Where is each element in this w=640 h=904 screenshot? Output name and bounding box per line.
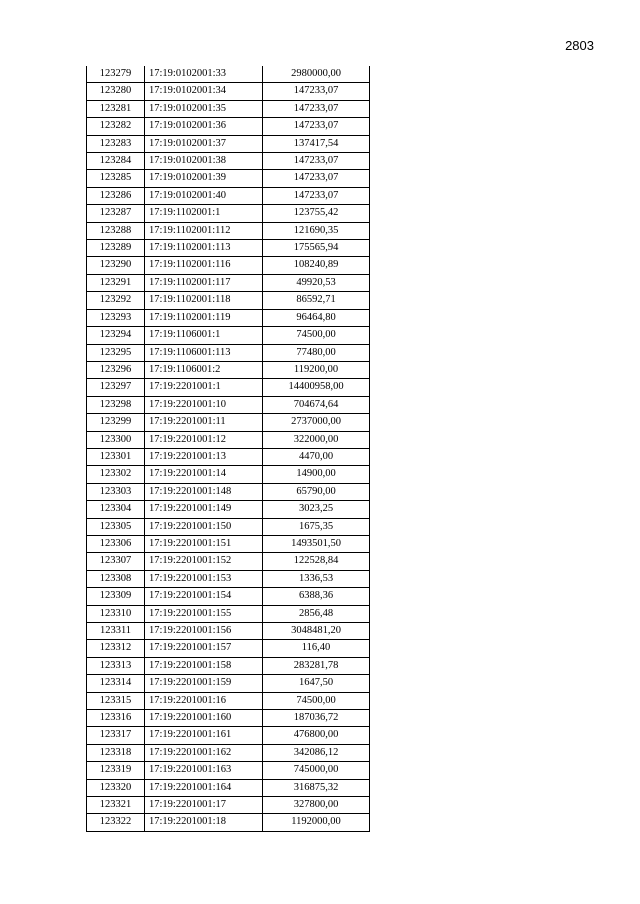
cadastral-number-cell: 17:19:2201001:18 <box>145 814 263 831</box>
page-number: 2803 <box>565 38 594 53</box>
table-row <box>87 170 370 187</box>
cadastral-number-cell: 17:19:2201001:13 <box>145 448 263 465</box>
row-number-cell: 123321 <box>87 797 145 814</box>
value-cell: 147233,07 <box>263 187 370 204</box>
table-row <box>87 657 370 674</box>
value-cell: 3023,25 <box>263 501 370 518</box>
cadastral-number-cell: 17:19:1102001:117 <box>145 274 263 291</box>
row-number-cell: 123289 <box>87 240 145 257</box>
table-row <box>87 361 370 378</box>
row-number-cell: 123295 <box>87 344 145 361</box>
row-number-cell: 123294 <box>87 327 145 344</box>
row-number-cell: 123280 <box>87 83 145 100</box>
value-cell: 327800,00 <box>263 797 370 814</box>
table-row <box>87 240 370 257</box>
cadastral-number-cell: 17:19:0102001:35 <box>145 100 263 117</box>
cadastral-number-cell: 17:19:2201001:161 <box>145 727 263 744</box>
cadastral-number-cell: 17:19:2201001:154 <box>145 588 263 605</box>
cadastral-number-cell: 17:19:1102001:118 <box>145 292 263 309</box>
value-cell: 123755,42 <box>263 205 370 222</box>
row-number-cell: 123284 <box>87 153 145 170</box>
row-number-cell: 123292 <box>87 292 145 309</box>
cadastral-number-cell: 17:19:2201001:164 <box>145 779 263 796</box>
row-number-cell: 123314 <box>87 675 145 692</box>
row-number-cell: 123300 <box>87 431 145 448</box>
cadastral-number-cell: 17:19:1106001:2 <box>145 361 263 378</box>
value-cell: 2980000,00 <box>263 66 370 83</box>
row-number-cell: 123286 <box>87 187 145 204</box>
row-number-cell: 123313 <box>87 657 145 674</box>
cadastral-number-cell: 17:19:2201001:150 <box>145 518 263 535</box>
table-row <box>87 431 370 448</box>
value-cell: 74500,00 <box>263 327 370 344</box>
table-row <box>87 710 370 727</box>
value-cell: 3048481,20 <box>263 623 370 640</box>
cadastral-number-cell: 17:19:1102001:116 <box>145 257 263 274</box>
cadastral-number-cell: 17:19:0102001:36 <box>145 118 263 135</box>
cadastral-number-cell: 17:19:1106001:1 <box>145 327 263 344</box>
row-number-cell: 123307 <box>87 553 145 570</box>
table-row <box>87 205 370 222</box>
value-cell: 6388,36 <box>263 588 370 605</box>
value-cell: 476800,00 <box>263 727 370 744</box>
table-row <box>87 762 370 779</box>
cadastral-number-cell: 17:19:0102001:40 <box>145 187 263 204</box>
table-row <box>87 396 370 413</box>
value-cell: 14400958,00 <box>263 379 370 396</box>
row-number-cell: 123298 <box>87 396 145 413</box>
row-number-cell: 123322 <box>87 814 145 831</box>
value-cell: 147233,07 <box>263 170 370 187</box>
cadastral-number-cell: 17:19:2201001:12 <box>145 431 263 448</box>
table-row <box>87 414 370 431</box>
row-number-cell: 123279 <box>87 66 145 83</box>
cadastral-number-cell: 17:19:2201001:162 <box>145 744 263 761</box>
table-row <box>87 744 370 761</box>
table-row <box>87 257 370 274</box>
table-row <box>87 379 370 396</box>
row-number-cell: 123293 <box>87 309 145 326</box>
cadastral-number-cell: 17:19:2201001:11 <box>145 414 263 431</box>
cadastral-number-cell: 17:19:2201001:148 <box>145 483 263 500</box>
table-row <box>87 588 370 605</box>
value-cell: 745000,00 <box>263 762 370 779</box>
value-cell: 14900,00 <box>263 466 370 483</box>
value-cell: 137417,54 <box>263 135 370 152</box>
value-cell: 1675,35 <box>263 518 370 535</box>
row-number-cell: 123285 <box>87 170 145 187</box>
cadastral-number-cell: 17:19:0102001:39 <box>145 170 263 187</box>
cadastral-number-cell: 17:19:2201001:1 <box>145 379 263 396</box>
table-row <box>87 187 370 204</box>
table-row <box>87 518 370 535</box>
table-row <box>87 553 370 570</box>
registry-table <box>86 66 370 832</box>
table-row <box>87 501 370 518</box>
value-cell: 74500,00 <box>263 692 370 709</box>
value-cell: 65790,00 <box>263 483 370 500</box>
value-cell: 96464,80 <box>263 309 370 326</box>
cadastral-number-cell: 17:19:2201001:16 <box>145 692 263 709</box>
table-row <box>87 83 370 100</box>
cadastral-number-cell: 17:19:1102001:1 <box>145 205 263 222</box>
value-cell: 1336,53 <box>263 570 370 587</box>
value-cell: 704674,64 <box>263 396 370 413</box>
table-row <box>87 135 370 152</box>
cadastral-number-cell: 17:19:0102001:33 <box>145 66 263 83</box>
row-number-cell: 123309 <box>87 588 145 605</box>
value-cell: 322000,00 <box>263 431 370 448</box>
value-cell: 147233,07 <box>263 100 370 117</box>
value-cell: 1647,50 <box>263 675 370 692</box>
cadastral-number-cell: 17:19:2201001:14 <box>145 466 263 483</box>
cadastral-number-cell: 17:19:2201001:155 <box>145 605 263 622</box>
value-cell: 119200,00 <box>263 361 370 378</box>
value-cell: 147233,07 <box>263 83 370 100</box>
row-number-cell: 123319 <box>87 762 145 779</box>
row-number-cell: 123283 <box>87 135 145 152</box>
table-row <box>87 535 370 552</box>
row-number-cell: 123306 <box>87 535 145 552</box>
table-row <box>87 623 370 640</box>
table-row <box>87 727 370 744</box>
row-number-cell: 123320 <box>87 779 145 796</box>
cadastral-number-cell: 17:19:1102001:112 <box>145 222 263 239</box>
row-number-cell: 123302 <box>87 466 145 483</box>
cadastral-number-cell: 17:19:1102001:119 <box>145 309 263 326</box>
cadastral-number-cell: 17:19:2201001:157 <box>145 640 263 657</box>
cadastral-number-cell: 17:19:0102001:38 <box>145 153 263 170</box>
row-number-cell: 123299 <box>87 414 145 431</box>
cadastral-number-cell: 17:19:2201001:153 <box>145 570 263 587</box>
cadastral-number-cell: 17:19:1106001:113 <box>145 344 263 361</box>
value-cell: 86592,71 <box>263 292 370 309</box>
value-cell: 116,40 <box>263 640 370 657</box>
cadastral-number-cell: 17:19:2201001:159 <box>145 675 263 692</box>
cadastral-number-cell: 17:19:2201001:160 <box>145 710 263 727</box>
table-row <box>87 222 370 239</box>
cadastral-number-cell: 17:19:2201001:152 <box>145 553 263 570</box>
value-cell: 121690,35 <box>263 222 370 239</box>
cadastral-number-cell: 17:19:2201001:151 <box>145 535 263 552</box>
table-row <box>87 779 370 796</box>
value-cell: 122528,84 <box>263 553 370 570</box>
table-row <box>87 797 370 814</box>
value-cell: 2856,48 <box>263 605 370 622</box>
table-row <box>87 466 370 483</box>
table-row <box>87 309 370 326</box>
value-cell: 2737000,00 <box>263 414 370 431</box>
value-cell: 4470,00 <box>263 448 370 465</box>
row-number-cell: 123304 <box>87 501 145 518</box>
value-cell: 1192000,00 <box>263 814 370 831</box>
cadastral-number-cell: 17:19:0102001:34 <box>145 83 263 100</box>
table-row <box>87 274 370 291</box>
cadastral-number-cell: 17:19:2201001:158 <box>145 657 263 674</box>
cadastral-number-cell: 17:19:0102001:37 <box>145 135 263 152</box>
table-row <box>87 327 370 344</box>
row-number-cell: 123317 <box>87 727 145 744</box>
row-number-cell: 123287 <box>87 205 145 222</box>
row-number-cell: 123297 <box>87 379 145 396</box>
value-cell: 316875,32 <box>263 779 370 796</box>
value-cell: 175565,94 <box>263 240 370 257</box>
table-row <box>87 675 370 692</box>
table-row <box>87 448 370 465</box>
table-row <box>87 570 370 587</box>
registry-table-body <box>87 66 370 831</box>
cadastral-number-cell: 17:19:2201001:17 <box>145 797 263 814</box>
row-number-cell: 123310 <box>87 605 145 622</box>
table-row <box>87 814 370 831</box>
table-row <box>87 605 370 622</box>
row-number-cell: 123303 <box>87 483 145 500</box>
row-number-cell: 123318 <box>87 744 145 761</box>
table-row <box>87 692 370 709</box>
value-cell: 342086,12 <box>263 744 370 761</box>
row-number-cell: 123296 <box>87 361 145 378</box>
value-cell: 147233,07 <box>263 118 370 135</box>
value-cell: 1493501,50 <box>263 535 370 552</box>
row-number-cell: 123290 <box>87 257 145 274</box>
row-number-cell: 123312 <box>87 640 145 657</box>
row-number-cell: 123288 <box>87 222 145 239</box>
value-cell: 187036,72 <box>263 710 370 727</box>
cadastral-number-cell: 17:19:2201001:10 <box>145 396 263 413</box>
value-cell: 283281,78 <box>263 657 370 674</box>
row-number-cell: 123316 <box>87 710 145 727</box>
table-row <box>87 100 370 117</box>
table-row <box>87 118 370 135</box>
row-number-cell: 123301 <box>87 448 145 465</box>
row-number-cell: 123311 <box>87 623 145 640</box>
value-cell: 108240,89 <box>263 257 370 274</box>
table-row <box>87 292 370 309</box>
value-cell: 147233,07 <box>263 153 370 170</box>
row-number-cell: 123281 <box>87 100 145 117</box>
value-cell: 77480,00 <box>263 344 370 361</box>
row-number-cell: 123305 <box>87 518 145 535</box>
table-row <box>87 66 370 83</box>
table-row <box>87 153 370 170</box>
table-row <box>87 483 370 500</box>
table-row <box>87 344 370 361</box>
row-number-cell: 123308 <box>87 570 145 587</box>
row-number-cell: 123315 <box>87 692 145 709</box>
cadastral-number-cell: 17:19:2201001:149 <box>145 501 263 518</box>
row-number-cell: 123291 <box>87 274 145 291</box>
table-row <box>87 640 370 657</box>
row-number-cell: 123282 <box>87 118 145 135</box>
cadastral-number-cell: 17:19:2201001:156 <box>145 623 263 640</box>
cadastral-number-cell: 17:19:1102001:113 <box>145 240 263 257</box>
cadastral-number-cell: 17:19:2201001:163 <box>145 762 263 779</box>
value-cell: 49920,53 <box>263 274 370 291</box>
